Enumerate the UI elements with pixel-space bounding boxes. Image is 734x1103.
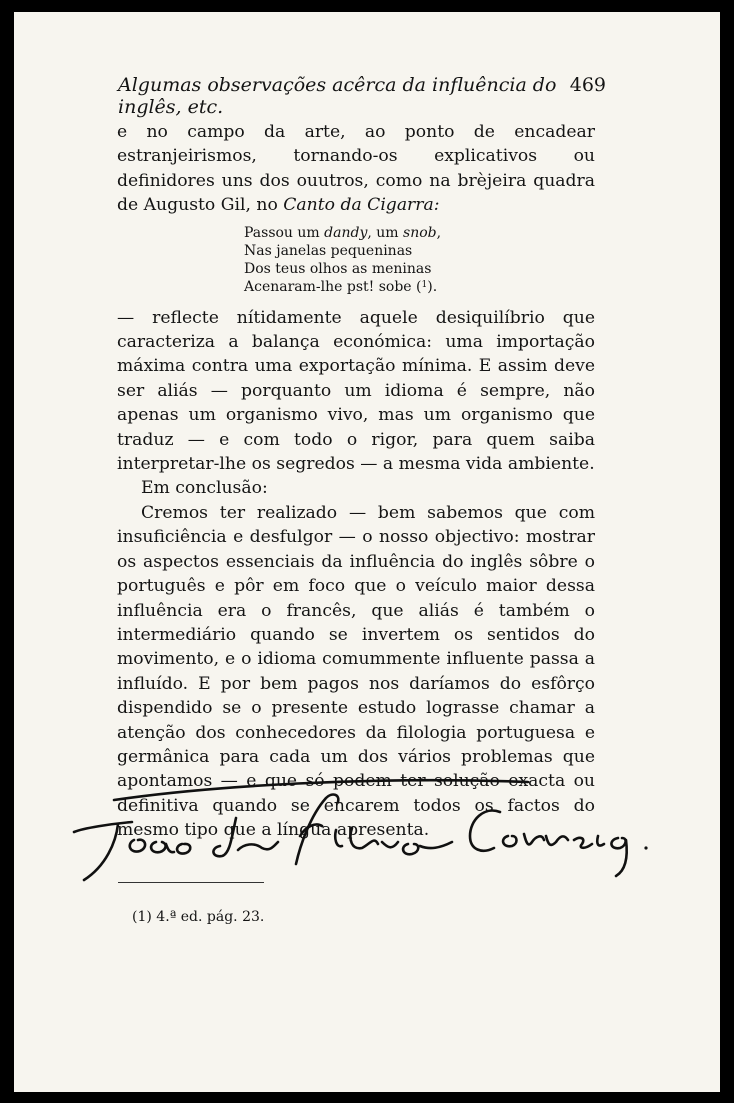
footnote-reference: 1 [421, 279, 428, 290]
verse-line-1: Passou um dandy, um snob, [244, 224, 442, 241]
verse-quote [244, 224, 595, 296]
paragraph-4: Cremos ter realizado — bem sabemos que com insuficiência e desfulgor — o nosso objectivo: mostrar os aspectos essenciais da influência do inglês sôbre o português e pôr em foco que o veículo maior dessa influência era o francês, que aliás é também o intermediário quando se invertem os sentidos do movimento, e o idioma comummente influente passa a influído. E por bem pagos nos daríamos do esfôrço dispendido se o presente estudo lograsse chamar a atenção dos conhecedores da filologia portuguesa e germânica para cada um dos vários problemas que apontamos — e que só podem ter solução exacta ou definitiva quando se encarem todos os factos do mesmo tipo que a língua apresenta. [117, 502, 595, 841]
document-page [14, 12, 720, 1092]
paragraph-2: — reflecte nítidamente aquele desiquilíbrio que caracteriza a balança económica: uma importação máxima contra uma exportação mínima. E assim deve ser aliás — porquanto um idioma é sempre, não apenas um organismo vivo, mas um organismo que traduz — e com todo o rigor, para quem saiba interpretar-lhe os segredos — a mesma vida ambiente. [117, 307, 595, 475]
paragraph-1-text: e no campo da arte, ao ponto de encadear estranjeirismos, tornando-os explicativos ou definidores uns dos ouutros, como na brèjeira quadra de Augusto Gil, no [117, 122, 595, 216]
header-title: Algumas observações acêrca da influência do inglês, etc. [118, 74, 557, 118]
footnote-rule [118, 882, 264, 883]
footnote-marker: (1) [132, 909, 152, 925]
paragraph-3: Em conclusão: [141, 478, 268, 499]
handwritten-signature [70, 756, 660, 886]
verse-line-3: Dos teus olhos as meninas [244, 260, 432, 277]
footnote [132, 909, 264, 925]
verse-line-4: Acenaram-lhe pst! sobe ($^1$). [244, 278, 438, 295]
body-text [117, 120, 595, 843]
word-snob: snob [403, 224, 437, 241]
word-dandy: dandy [324, 224, 368, 241]
paragraph-1 [117, 120, 595, 218]
poem-title: Canto da Cigarra: [283, 195, 440, 216]
footnote-text: 4.ª ed. pág. 23. [156, 909, 265, 925]
running-header [118, 74, 606, 118]
page-number: 469 [569, 74, 606, 96]
verse-line-2: Nas janelas pequeninas [244, 242, 413, 259]
